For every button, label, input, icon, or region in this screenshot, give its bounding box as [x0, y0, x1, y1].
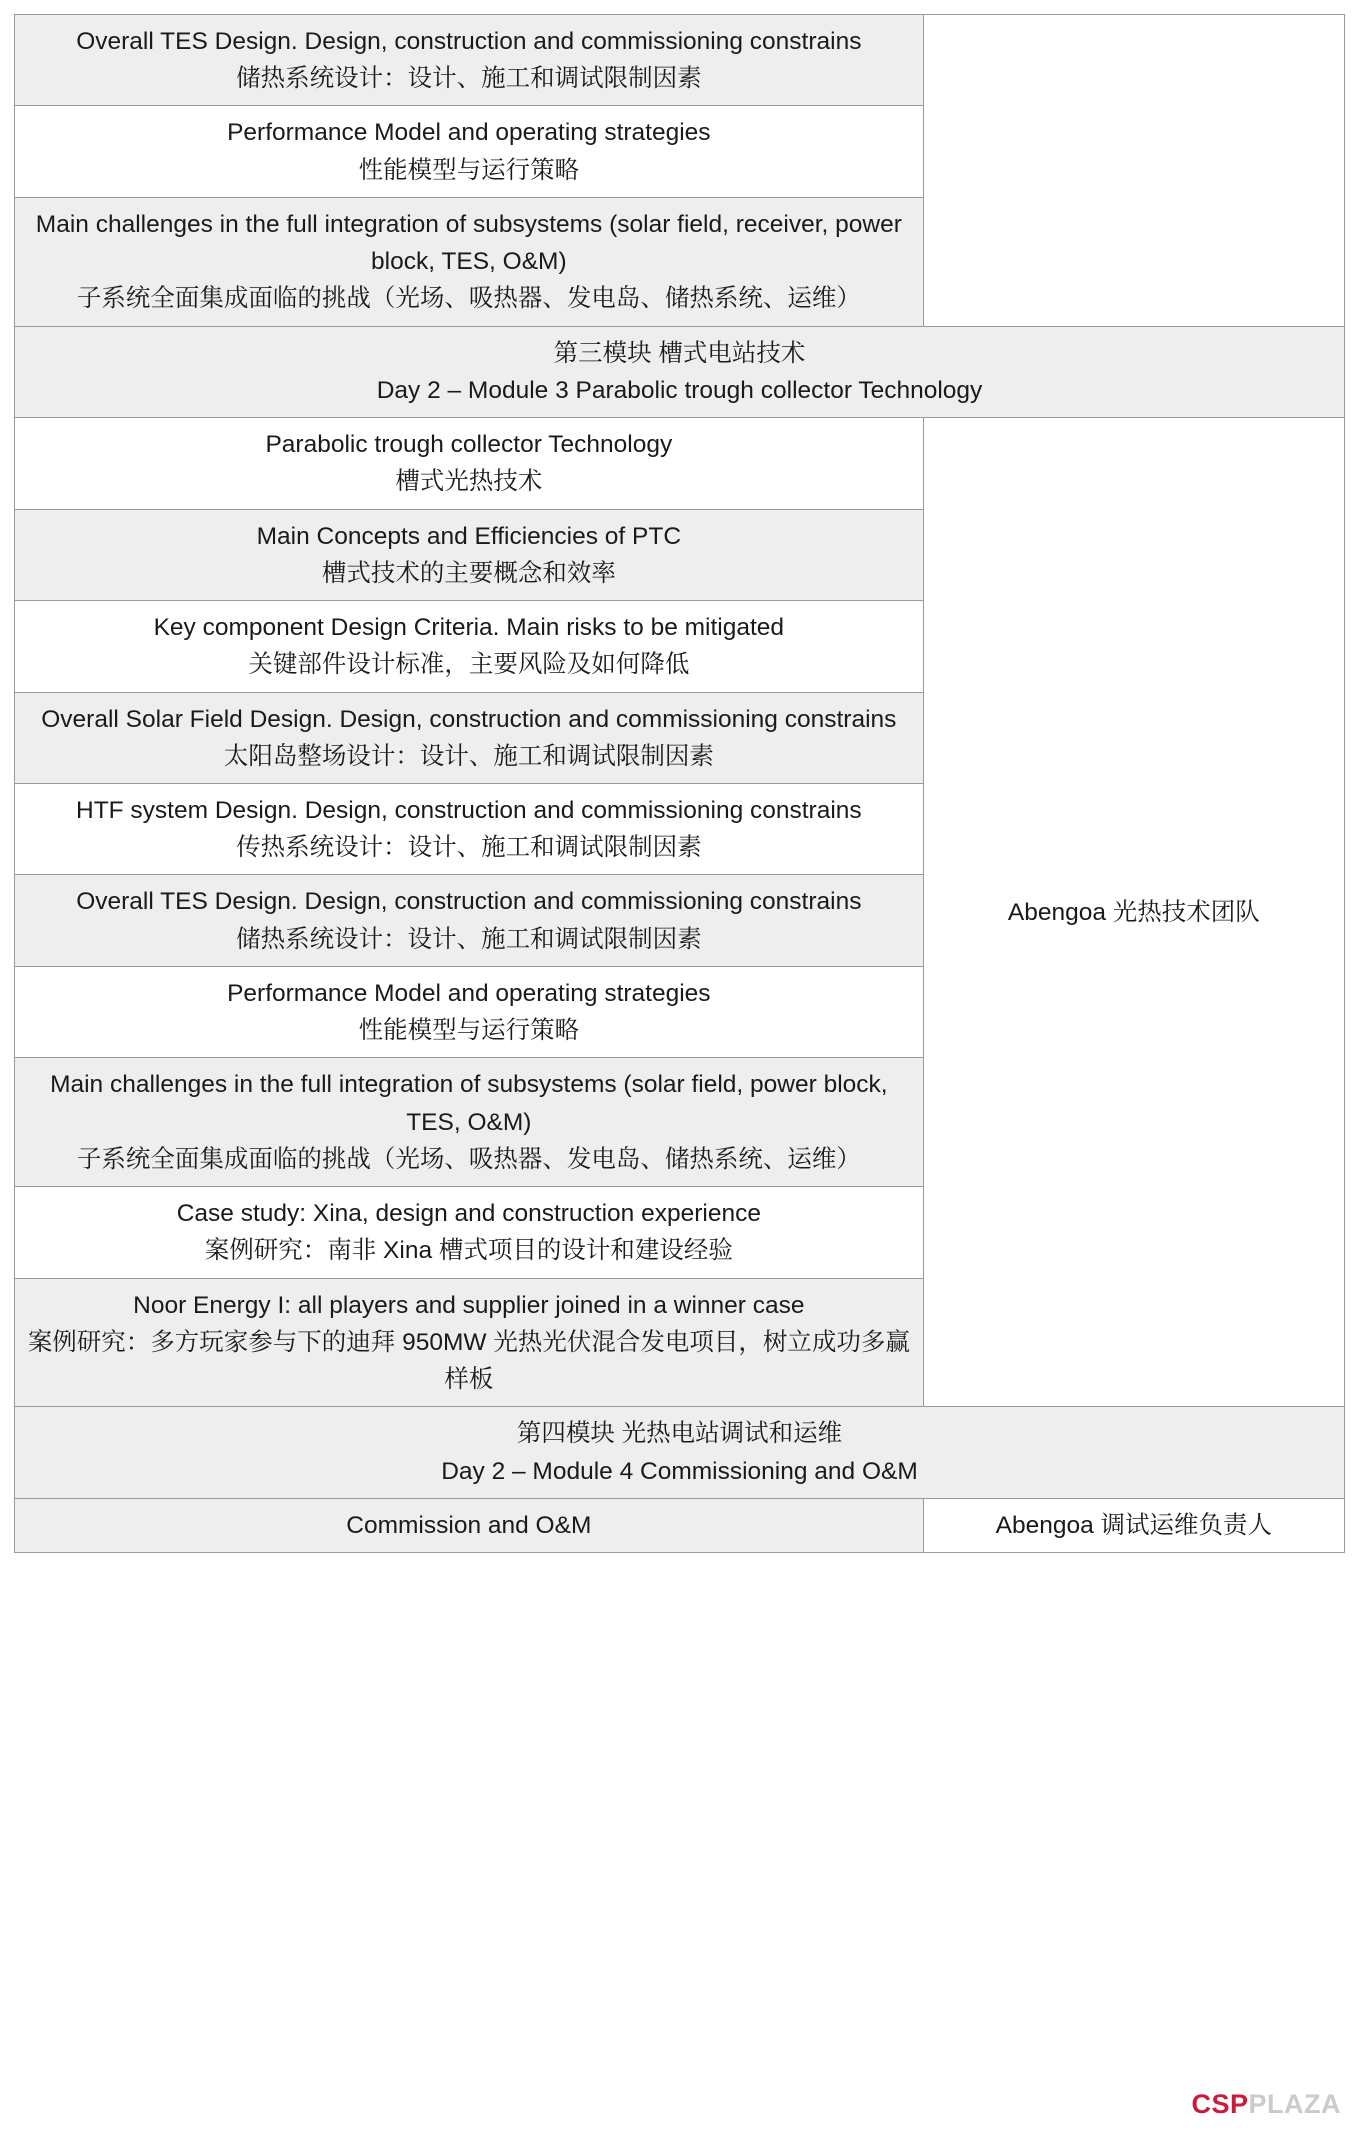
topic-cn: 关键部件设计标准，主要风险及如何降低 — [248, 651, 690, 679]
topic-en: Noor Energy I: all players and supplier joined in a winner case — [133, 1291, 805, 1319]
topic-cell — [15, 601, 924, 692]
topic-cell — [15, 15, 924, 106]
topic-en: Overall TES Design. Design, construction and commissioning constrains — [76, 888, 862, 916]
module3-header-cn: 第三模块 槽式电站技术 — [553, 339, 806, 367]
module3-header-en: Day 2 – Module 3 Parabolic trough collector Technology — [376, 376, 983, 404]
topic-cell — [15, 875, 924, 966]
topic-en: Main challenges in the full integration of subsystems (solar field, power block, TES, O&M) — [50, 1071, 888, 1136]
watermark-plaza: PLAZA — [1248, 2089, 1341, 2119]
speaker-cell-module3: Abengoa 光热技术团队 — [923, 418, 1344, 1407]
topic-en: Performance Model and operating strategies — [227, 119, 711, 147]
topic-cell — [15, 783, 924, 874]
topic-en: Overall TES Design. Design, construction and commissioning constrains — [76, 28, 862, 55]
table-row — [15, 418, 1345, 509]
watermark-csp: CSP — [1191, 2089, 1249, 2119]
topic-en: Main Concepts and Efficiencies of PTC — [256, 522, 682, 550]
topic-cn: 子系统全面集成面临的挑战（光场、吸热器、发电岛、储热系统、运维） — [76, 285, 861, 313]
module4-header — [15, 1407, 1345, 1498]
topic-cell — [15, 1278, 924, 1407]
topic-en: Performance Model and operating strategies — [227, 979, 711, 1007]
module4-header-en: Day 2 – Module 4 Commissioning and O&M — [441, 1457, 918, 1485]
topic-cn: 性能模型与运行策略 — [358, 1017, 580, 1045]
topic-cell — [15, 966, 924, 1057]
table-row — [15, 15, 1345, 106]
topic-en: Parabolic trough collector Technology — [265, 431, 673, 459]
table-row — [15, 1498, 1345, 1552]
topic-cell — [15, 692, 924, 783]
speaker-cell-empty — [923, 15, 1344, 327]
module-header-row — [15, 326, 1345, 417]
topic-cell — [15, 418, 924, 509]
topic-cell — [15, 106, 924, 197]
topic-cn: 储热系统设计：设计、施工和调试限制因素 — [236, 925, 702, 953]
topic-en: Overall Solar Field Design. Design, construction and commissioning constrains — [41, 705, 897, 733]
topic-cell — [15, 1058, 924, 1187]
topic-cn: 子系统全面集成面临的挑战（光场、吸热器、发电岛、储热系统、运维） — [76, 1145, 861, 1173]
topic-cn: 槽式技术的主要概念和效率 — [321, 559, 616, 587]
topic-cell — [15, 1498, 924, 1552]
speaker-cell-module4: Abengoa 调试运维负责人 — [923, 1498, 1344, 1552]
topic-en: Main challenges in the full integration of subsystems (solar field, receiver, power block, TES, O&M) — [35, 210, 902, 276]
module-header-row — [15, 1407, 1345, 1498]
topic-cell — [15, 1187, 924, 1278]
topic-en: Commission and O&M — [346, 1511, 592, 1539]
topic-cn: 性能模型与运行策略 — [358, 156, 580, 184]
agenda-table — [14, 14, 1345, 1553]
topic-en: HTF system Design. Design, construction and commissioning constrains — [76, 796, 862, 824]
topic-en: Key component Design Criteria. Main risks to be mitigated — [153, 614, 785, 642]
topic-en: Case study: Xina, design and construction experience — [176, 1200, 761, 1228]
topic-cn: 储热系统设计：设计、施工和调试限制因素 — [236, 65, 702, 93]
module3-header — [15, 326, 1345, 417]
topic-cell — [15, 509, 924, 600]
topic-cn: 案例研究：多方玩家参与下的迪拜 950MW 光热光伏混合发电项目，树立成功多赢样板 — [27, 1328, 910, 1394]
watermark — [1191, 2089, 1341, 2120]
topic-cn: 太阳岛整场设计：设计、施工和调试限制因素 — [223, 742, 714, 770]
topic-cn: 传热系统设计：设计、施工和调试限制因素 — [236, 834, 702, 862]
topic-cell — [15, 197, 924, 326]
module4-header-cn: 第四模块 光热电站调试和运维 — [516, 1420, 843, 1448]
topic-cn: 案例研究：南非 Xina 槽式项目的设计和建设经验 — [204, 1237, 733, 1265]
topic-cn: 槽式光热技术 — [395, 468, 543, 496]
